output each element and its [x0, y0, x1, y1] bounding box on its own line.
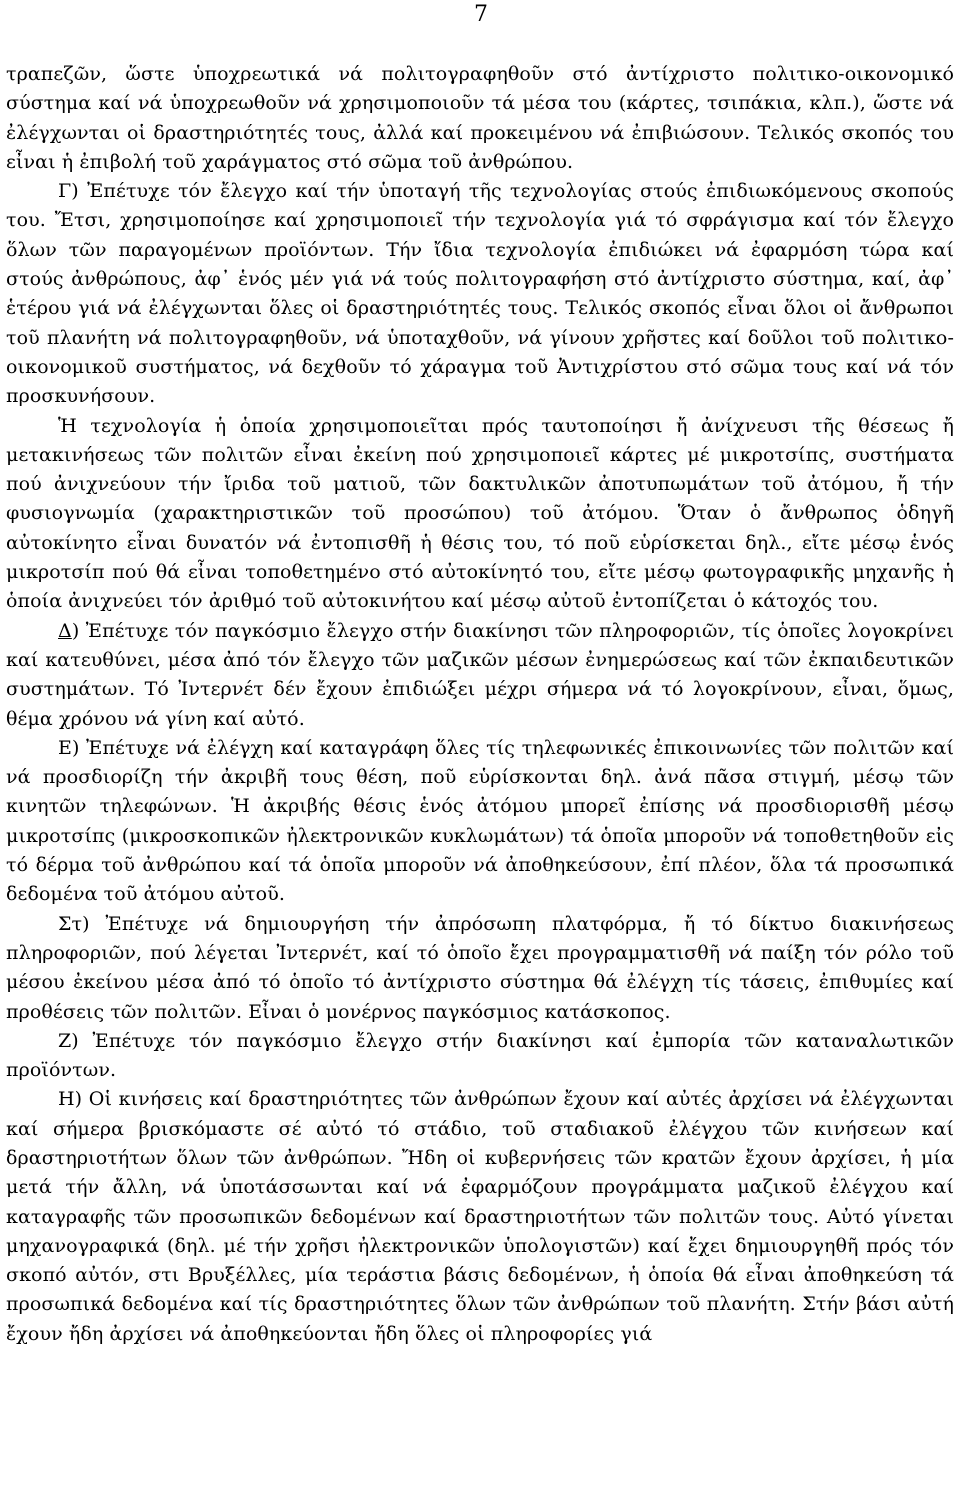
paragraph-5: Ε) Ἐπέτυχε νά ἐλέγχη καί καταγράφη ὅλες τίς τηλεφωνικές ἐπικοινωνίες τῶν πολιτῶν καί νά προσδιορίζη τήν ἀκριβῆ τους θέση, ποῦ εὑρίσκονται δηλ. ἀνά πᾶσα στιγμή, μέσῳ τῶν κινητῶν τηλεφώνων. Ἡ ἀκριβής θέσις ἑνός ἀτόμου μπορεῖ ἐπίσης νά προσδιορισθῆ μέσῳ μικροτσίπς (μικροσκοπικῶν ἠλεκτρονικῶν κυκλωμάτων) τά ὁποῖα μποροῦν νά τοποθετηθοῦν εἰς τό δέρμα τοῦ ἀνθρώπου καί τά ὁποῖα μποροῦν νά ἀποθηκεύσουν, ἐπί πλέον, ὅλα τά προσωπικά δεδομένα τοῦ ἀτόμου αὐτοῦ. [6, 736, 954, 906]
paragraph-4-text: ) Ἐπέτυχε τόν παγκόσμιο ἔλεγχο στήν διακίνησι τῶν πληροφοριῶν, τίς ὁποῖες λογοκρίνει καί κατευθύνει, μέσα ἀπό τόν ἔλεγχο τῶν μαζικῶν μέσων ἐνημερώσεως καί τῶν ἐκπαιδευτικῶν συστημάτων. Τό Ἰντερνέτ δέν ἔχουν ἐπιδιώξει μέχρι σήμερα νά τό λογοκρίνουν, εἶναι, ὅμως, θέμα χρόνου νά γίνη καί αὐτό. [6, 619, 954, 730]
paragraph-6: Στ) Ἐπέτυχε νά δημιουργήση τήν ἀπρόσωπη πλατφόρμα, ἤ τό δίκτυο διακινήσεως πληροφοριῶν, πού λέγεται Ἰντερνέτ, καί τό ὁποῖο ἔχει προγραμματισθῆ νά παίξη τόν ρόλο τοῦ μέσου ἐκείνου μέσα ἀπό τό ὁποῖο τό ἀντίχριστο σύστημα θά ἐλέγχη τίς τάσεις, ἐπιθυμίες καί προθέσεις τῶν πολιτῶν. Εἶναι ὁ μονέρνος παγκόσμιος κατάσκοπος. [6, 912, 954, 1023]
paragraph-4 [6, 617, 954, 734]
paragraph-4-marker: Δ [58, 619, 72, 642]
page-number: 7 [474, 2, 488, 27]
paragraph-8: Η) Οἱ κινήσεις καί δραστηριότητες τῶν ἀνθρώπων ἔχουν καί αὐτές ἀρχίσει νά ἐλέγχωνται καί σήμερα βρισκόμαστε σέ αὐτό τό στάδιο, τοῦ σταδιακοῦ ἐλέγχου τῶν κινήσεων καί δραστηριοτήτων ὅλων τῶν ἀνθρώπων. Ἤδη οἱ κυβερνήσεις τῶν κρατῶν ἔχουν ἀρχίσει, ἡ μία μετά τήν ἄλλη, νά ὑποτάσσωνται καί νά ἐφαρμόζουν προγράμματα μαζικοῦ ἐλέγχου καί καταγραφῆς τῶν προσωπικῶν δεδομένων καί δραστηριοτήτων τῶν πολιτῶν τους. Αὐτό γίνεται μηχανογραφικά (δηλ. μέ τήν χρῆσι ἠλεκτρονικῶν ὑπολογιστῶν) καί ἔχει δημιουργηθῆ πρός τόν σκοπό αὐτόν, στι Βρυξέλλες, μία τεράστια βάσις δεδομένων, ἡ ὁποία θά εἶναι ἀποθηκεύση τά προσωπικά δεδομένα καί τίς δραστηριότητες ὅλων τῶν ἀνθρώπων τοῦ πλανήτη. Στήν βάσι αὐτή ἔχουν ἤδη ἀρχίσει νά ἀποθηκεύονται ἤδη ὅλες οἱ πληροφορίες γιά [6, 1088, 954, 1345]
document-body [6, 60, 954, 1349]
paragraph-7: Ζ) Ἐπέτυχε τόν παγκόσμιο ἔλεγχο στήν διακίνησι καί ἐμπορία τῶν καταναλωτικῶν προϊόντων. [6, 1029, 954, 1082]
paragraph-1: τραπεζῶν, ὥστε ὑποχρεωτικά νά πολιτογραφηθοῦν στό ἀντίχριστο πολιτικο-οικονομικό σύστημα καί νά ὑποχρεωθοῦν νά χρησιμοποιοῦν τά μέσα του (κάρτες, τσιπάκια, κλπ.), ὥστε νά ἐλέγχωνται οἱ δραστηριότητές τους, ἀλλά καί προκειμένου νά ἐπιβιώσουν. Τελικός σκοπός του εἶναι ἡ ἐπιβολή τοῦ χαράγματος στό σῶμα τοῦ ἀνθρώπου. [6, 63, 954, 173]
paragraph-2: Γ) Ἐπέτυχε τόν ἔλεγχο καί τήν ὑποταγή τῆς τεχνολογίας στούς ἐπιδιωκόμενους σκοπούς του. Ἔτσι, χρησιμοποίησε καί χρησιμοποιεῖ τήν τεχνολογία γιά τό σφράγισμα καί τόν ἔλεγχο ὅλων τῶν παραγομένων προϊόντων. Τήν ἴδια τεχνολογία ἐπιδιώκει νά ἐφαρμόση τώρα καί στούς ἀνθρώπους, ἀφ᾽ ἑνός μέν γιά νά τούς πολιτογραφήση στό ἀντίχριστο σύστημα, καί, ἀφ᾽ ἑτέρου γιά νά ἐλέγχωνται ὅλες οἱ δραστηριότητές τους. Τελικός σκοπός εἶναι ὅλοι οἱ ἄνθρωποι τοῦ πλανήτη νά πολιτογραφηθοῦν, νά ὑποταχθοῦν, νά γίνουν χρῆστες καί δοῦλοι τοῦ πολιτικο-οικονομικοῦ συστήματος, νά δεχθοῦν τό χάραγμα τοῦ Ἀντιχρίστου στό σῶμα τους καί νά τόν προσκυνήσουν. [6, 180, 954, 408]
paragraph-3: Ἡ τεχνολογία ἡ ὁποία χρησιμοποιεῖται πρός ταυτοποίησι ἤ ἀνίχνευσι τῆς θέσεως ἤ μετακινήσεως τῶν πολιτῶν εἶναι ἐκείνη πού χρησιμοποιεῖ κάρτες μέ μικροτσίπς, συστήματα πού ἀνιχνεύουν τήν ἴριδα τοῦ ματιοῦ, τῶν δακτυλικῶν ἀποτυπωμάτων τοῦ ἀτόμου, ἤ τήν φυσιογνωμία (χαρακτηριστικῶν τοῦ προσώπου) τοῦ ἀτόμου. Ὅταν ὁ ἄνθρωπος ὁδηγῆ αὐτοκίνητο εἶναι δυνατόν νά ἐντοπισθῆ ἡ θέσις του, τό ποῦ εὑρίσκεται δηλ., εἴτε μέσῳ ἑνός μικροτσίπ πού θά εἶναι τοποθετημένο στό αὐτοκίνητό του, εἴτε μέσῳ φωτογραφικῆς μηχανῆς ἡ ὁποία ἀνιχνεύει τόν ἀριθμό τοῦ αὐτοκινήτου καί μέσῳ αὐτοῦ ἐντοπίζεται ὁ κάτοχός του. [6, 414, 954, 613]
